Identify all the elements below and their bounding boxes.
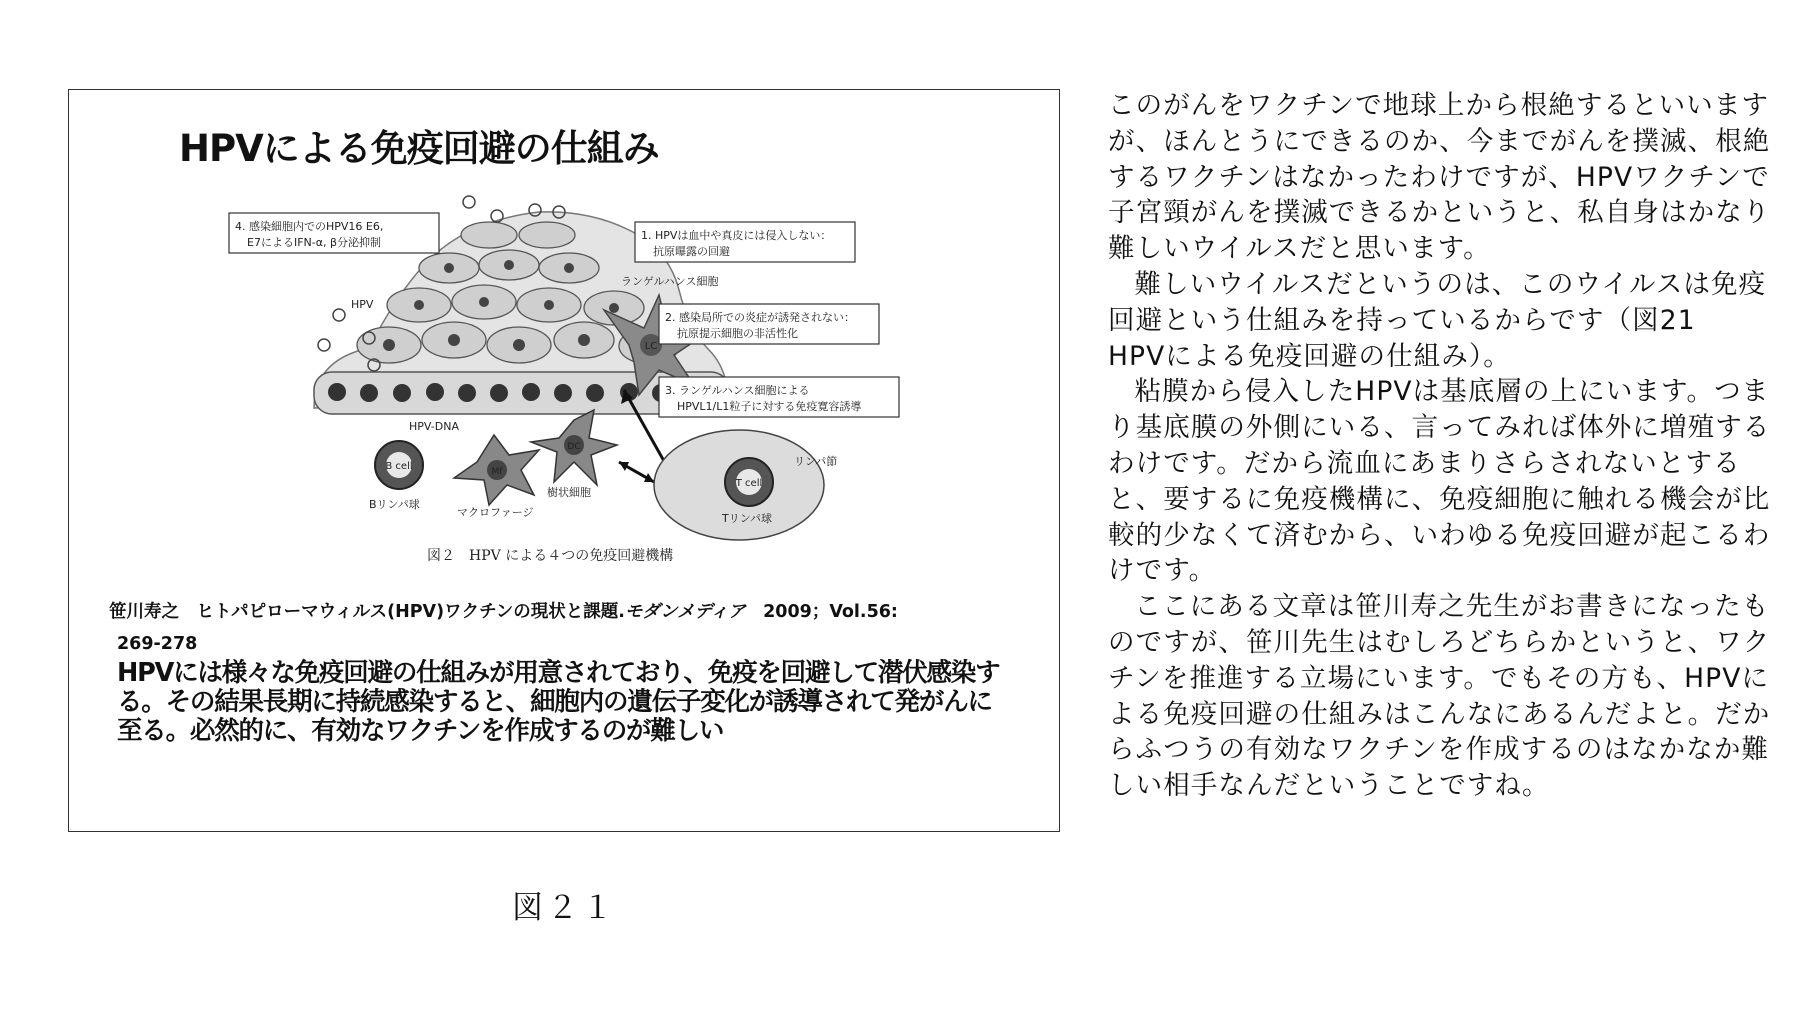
slide-title: HPVによる免疫回避の仕組み [179,127,659,170]
langerhans-label: ランゲルハンス細胞 [621,275,719,288]
box2-line2: 抗原提示細胞の非活性化 [677,327,798,340]
box4-line1: 4. 感染細胞内でのHPV16 E6, [235,220,384,233]
figure-label: 図２１ [512,890,617,926]
box1-line2: 抗原曝露の回避 [653,245,730,258]
diagram-caption: 図２ HPV による４つの免疫回避機構 [427,548,674,564]
paragraph-2: 難しいウイルスだというのは、このウイルスは免疫回避という仕組みを持っているからです（図21 HPVによる免疫回避の仕組み）。 [1108,268,1767,372]
t-lymph-label: Tリンパ球 [722,512,772,525]
hpv-immune-evasion-diagram [69,90,1059,650]
box4-line2: E7によるIFN-α, β分泌抑制 [247,236,381,249]
paragraph-4: ここにある文章は笹川寿之先生がお書きになったものですが、笹川先生はむしろどちらかというと、ワクチンを推進する立場にいます。でもその方も、HPVによる免疫回避の仕組みはこんなにあるんだよと。だからふつうの有効なワクチンを作成するのはなかなか難しい相手なんだということですね。 [1108,591,1771,802]
dc-label: DC [567,442,581,452]
citation-rest: 2009；Vol.56: [745,602,898,622]
box3-line1: 3. ランゲルハンス細胞による [665,384,810,397]
b-lymph-label: Bリンパ球 [369,498,420,511]
box3-line2: HPVL1/L1粒子に対する免疫寛容誘導 [677,400,862,413]
lc-label: LC [644,341,658,352]
citation [109,596,1029,660]
slide-summary: HPVには様々な免疫回避の仕組みが用意されており、免疫を回避して潜伏感染する。その結果長期に持続感染すると、細胞内の遺伝子変化が誘導されて発がんに至る。必然的に、有効なワクチンを作成するのが難しい [117,658,1000,746]
dendritic-label: 樹状細胞 [547,486,591,499]
citation-authors: 笹川寿之 ヒトパピローマウィルス(HPV)ワクチンの現状と課題. [109,602,625,622]
lymph-node-label: リンパ節 [794,455,838,468]
paragraph-1: このがんをワクチンで地球上から根絶するといいますが、ほんとうにできるのか、今までがんを撲滅、根絶するワクチンはなかったわけですが、HPVワクチンで子宮頸がんを撲滅できるかというと、私自身はかなり難しいウイルスだと思います。 [1108,90,1771,265]
body-text [1108,88,1778,804]
hpv-label: HPV [351,298,374,311]
citation-pages: 269-278 [117,634,198,654]
mf-label: Mf [491,467,503,477]
citation-journal: モダンメディア [624,602,746,622]
box2-line1: 2. 感染局所での炎症が誘発されない： [665,311,855,324]
bcell-label: B cell [385,461,413,472]
hpv-dna-label: HPV-DNA [409,420,459,433]
paragraph-3: 粘膜から侵入したHPVは基底層の上にいます。つまり基底膜の外側にいる、言ってみれば体外に増殖するわけです。だから流血にあまりさらされないとすると、要するに免疫機構に、免疫細胞に触れる機会が比較的少なくて済むから、いわゆる免疫回避が起こるわけです。 [1108,376,1771,587]
slide-panel [68,89,1060,832]
tcell-label: T cell [735,478,763,489]
macrophage-label: マクロファージ [457,506,534,519]
box1-line1: 1. HPVは血中や真皮には侵入しない： [641,229,832,242]
